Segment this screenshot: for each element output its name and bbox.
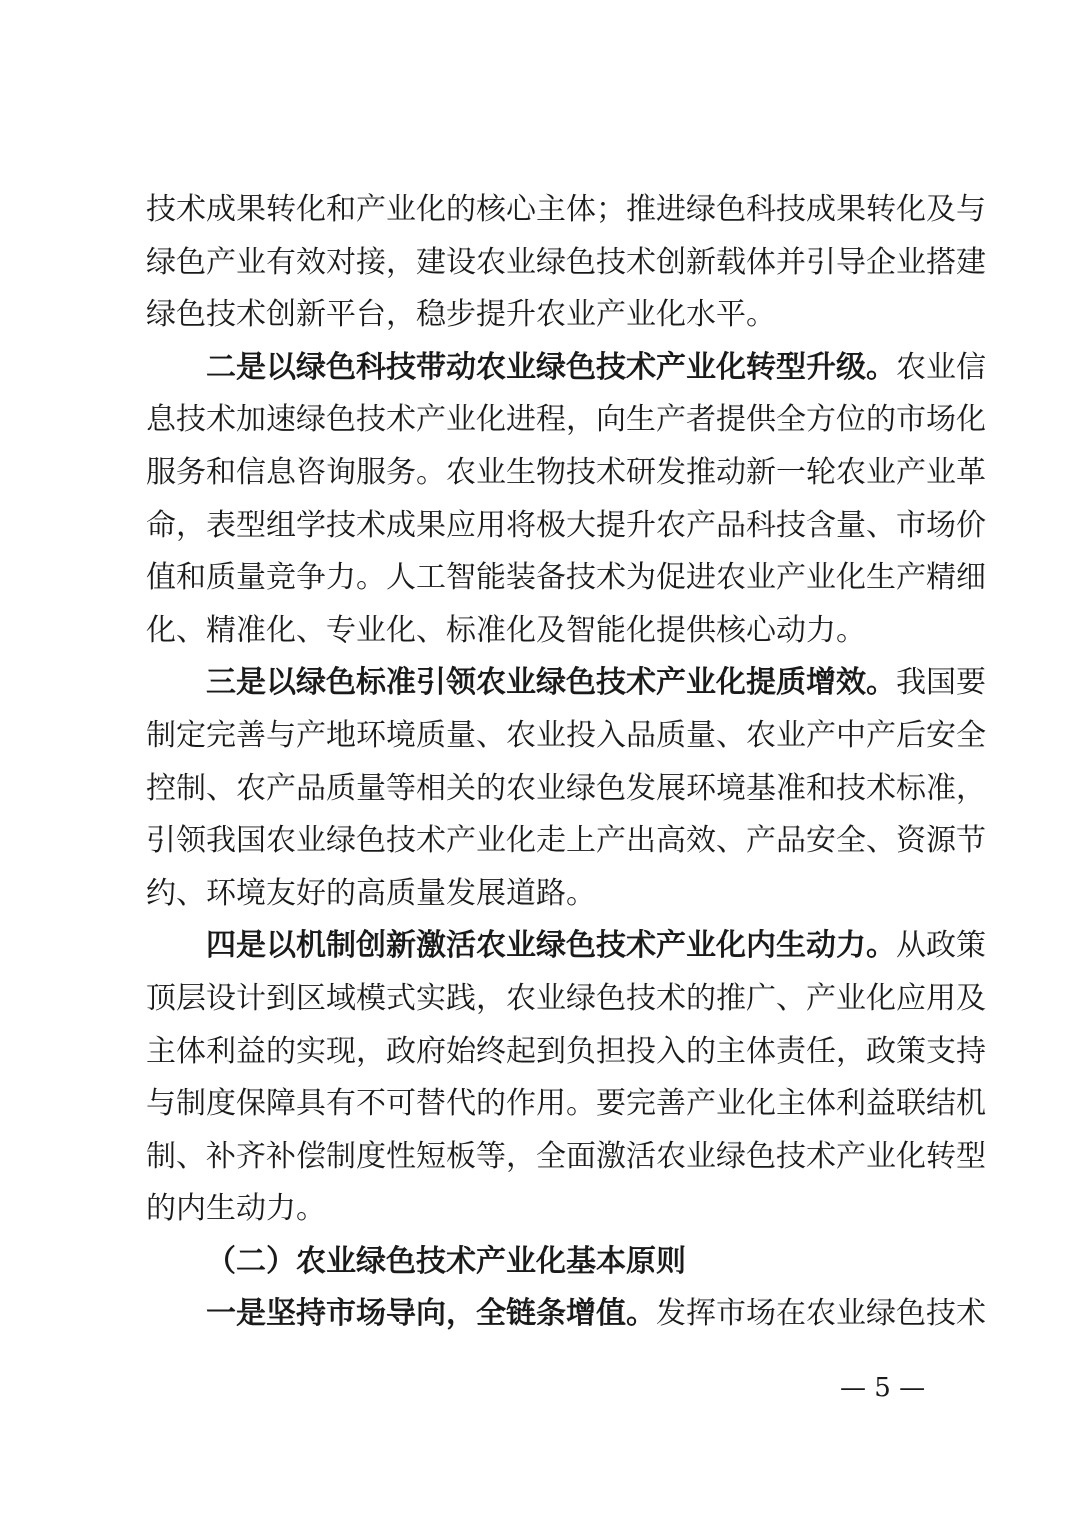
bold-lead: 二是以绿色科技带动农业绿色技术产业化转型升级。 xyxy=(206,349,896,385)
bold-lead: 一是坚持市场导向，全链条增值。 xyxy=(206,1296,656,1332)
paragraph-lead-line: 一是坚持市场导向，全链条增值。发挥市场在农业绿色技术 xyxy=(206,1296,986,1332)
text-line: 制、补齐补偿制度性短板等，全面激活农业绿色技术产业化转型 xyxy=(146,1138,986,1174)
text-line: 顶层设计到区域模式实践，农业绿色技术的推广、产业化应用及 xyxy=(146,980,986,1016)
text-line: 化、精准化、专业化、标准化及智能化提供核心动力。 xyxy=(146,612,866,648)
section-heading xyxy=(146,1236,946,1289)
text-line: 的内生动力。 xyxy=(146,1191,326,1227)
text-line: 控制、农产品质量等相关的农业绿色发展环境基准和技术标准， xyxy=(146,770,986,806)
text-line: 命，表型组学技术成果应用将极大提升农产品科技含量、市场价 xyxy=(146,507,986,543)
section-heading-text: （二）农业绿色技术产业化基本原则 xyxy=(206,1243,686,1279)
text-line: 引领我国农业绿色技术产业化走上产出高效、产品安全、资源节 xyxy=(146,823,986,859)
bold-lead: 三是以绿色标准引领农业绿色技术产业化提质增效。 xyxy=(206,665,896,701)
text-line: 绿色产业有效对接，建设农业绿色技术创新载体并引导企业搭建 xyxy=(146,244,986,280)
text-line: 制定完善与产地环境质量、农业投入品质量、农业产中产后安全 xyxy=(146,717,986,753)
text-line: 与制度保障具有不可替代的作用。要完善产业化主体利益联结机 xyxy=(146,1086,986,1122)
text-line: 主体利益的实现，政府始终起到负担投入的主体责任，政策支持 xyxy=(146,1033,986,1069)
text-line: 值和质量竞争力。人工智能装备技术为促进农业产业化生产精细 xyxy=(146,560,986,596)
body-text xyxy=(146,184,986,1341)
paragraph-lead-line: 二是以绿色科技带动农业绿色技术产业化转型升级。农业信 xyxy=(206,349,986,385)
paragraph-lead-line: 三是以绿色标准引领农业绿色技术产业化提质增效。我国要 xyxy=(206,665,986,701)
text-line: 约、环境友好的高质量发展道路。 xyxy=(146,875,596,911)
text-line: 息技术加速绿色技术产业化进程，向生产者提供全方位的市场化 xyxy=(146,402,986,438)
paragraph-lead-line: 四是以机制创新激活农业绿色技术产业化内生动力。从政策 xyxy=(206,928,986,964)
text-line: 绿色技术创新平台，稳步提升农业产业化水平。 xyxy=(146,297,776,333)
bold-lead: 四是以机制创新激活农业绿色技术产业化内生动力。 xyxy=(206,928,896,964)
page-number: — 5 — xyxy=(840,1373,926,1403)
text-line: 技术成果转化和产业化的核心主体；推进绿色科技成果转化及与 xyxy=(146,192,986,227)
text-line: 服务和信息咨询服务。农业生物技术研发推动新一轮农业产业革 xyxy=(146,454,986,490)
